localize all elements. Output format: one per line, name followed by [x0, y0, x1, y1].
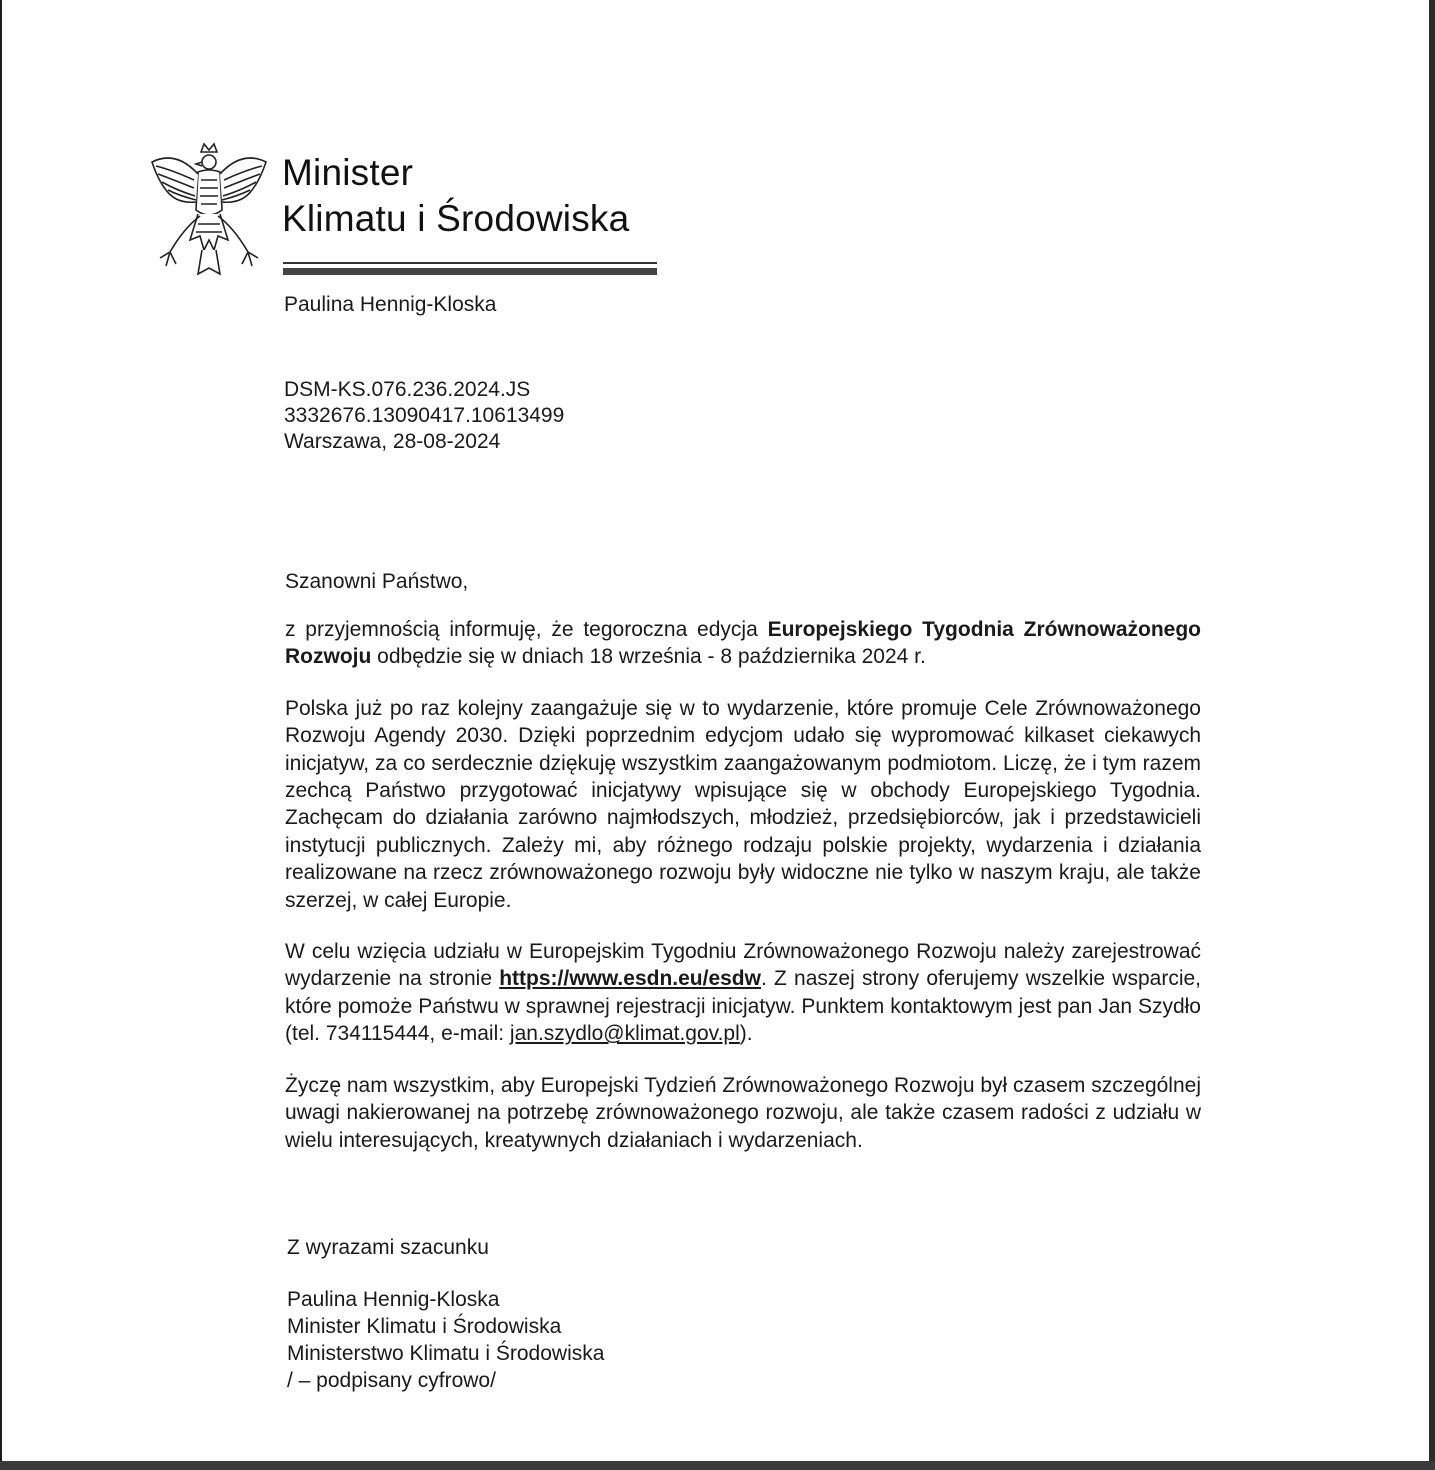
header-rule-thick [283, 268, 657, 275]
paragraph-3 [285, 938, 1201, 1048]
paragraph-3-text-b: . Z naszej strony oferujemy wszelkie wsparcie, które pomoże Państwu w sprawnej rejestracji inicjatyw. Punktem kontaktowym jest pan Jan Szydło (tel. 734115444, e-mail: [285, 967, 1201, 1046]
digital-signature-note: / – podpisany cyfrowo/ [287, 1369, 496, 1392]
paragraph-3-text-c: ). [739, 1022, 753, 1046]
issuer-title [282, 150, 629, 242]
document-number: 3332676.13090417.10613499 [284, 404, 565, 427]
scan-edge-bottom [0, 1461, 1435, 1470]
contact-email-link[interactable]: jan.szydlo@klimat.gov.pl [509, 1022, 740, 1046]
reference-block [284, 377, 564, 455]
polish-eagle-emblem-icon [146, 140, 272, 280]
signatory-ministry: Ministerstwo Klimatu i Środowiska [287, 1342, 605, 1365]
paragraph-1-text-b: odbędzie się w dniach 18 września - 8 października 2024 r. [371, 645, 926, 669]
closing-phrase: Z wyrazami szacunku [287, 1236, 489, 1259]
place-date: Warszawa, 28-08-2024 [284, 430, 501, 453]
issuer-title-line2: Klimatu i Środowiska [282, 198, 630, 239]
issuer-title-line1: Minister [282, 152, 414, 193]
paragraph-1 [285, 616, 1201, 671]
paragraph-3-text-a: W celu wzięcia udziału w Europejskim Tygodniu Zrównoważonego Rozwoju należy zarejestrować wydarzenie na stronie [285, 940, 1201, 991]
paragraph-2: Polska już po raz kolejny zaangażuje się w to wydarzenie, które promuje Cele Zrównoważonego Rozwoju Agendy 2030. Dzięki poprzednim edycjom udało się wypromować kilkaset ciekawych inicjatyw, za co serdecznie dziękuję wszystkim zaangażowanym podmiotom. Liczę, że i tym razem zechcą Państwo przygotować inicjatywy wpisujące się w obchody Europejskiego Tygodnia. Zachęcam do działania zarówno najmłodszych, młodzież, przedsiębiorców, jak i przedstawicieli instytucji publicznych. Zależy mi, aby różnego rodzaju polskie projekty, wydarzenia i działania realizowane na rzecz zrównoważonego rozwoju były widoczne nie tylko w naszym kraju, ale także szerzej, w całej Europie. [285, 696, 1201, 912]
signatory-title: Minister Klimatu i Środowiska [287, 1315, 562, 1338]
signatory-name: Paulina Hennig-Kloska [287, 1288, 500, 1311]
salutation: Szanowni Państwo, [285, 570, 469, 593]
event-name-bold: Europejskiego Tygodnia Zrównoważonego Rozwoju [285, 618, 1201, 669]
letter-body [285, 616, 1201, 1178]
scan-edge-right [1429, 0, 1435, 1470]
case-number: DSM-KS.076.236.2024.JS [284, 378, 531, 401]
paragraph-4: Życzę nam wszystkim, aby Europejski Tydzień Zrównoważonego Rozwoju był czasem szczególnej uwagi nakierowanej na potrzebę zrównoważonego rozwoju, ale także czasem radości z udziału w wielu interesujących, kreatywnych działaniach i wydarzeniach. [285, 1073, 1201, 1152]
esdw-link[interactable]: https://www.esdn.eu/esdw [499, 967, 761, 991]
signature-block [287, 1286, 604, 1394]
header-rule-thin [283, 262, 657, 264]
header-minister-name: Paulina Hennig-Kloska [284, 293, 497, 316]
paragraph-1-text-a: z przyjemnością informuję, że tegoroczna edycja [285, 618, 768, 641]
